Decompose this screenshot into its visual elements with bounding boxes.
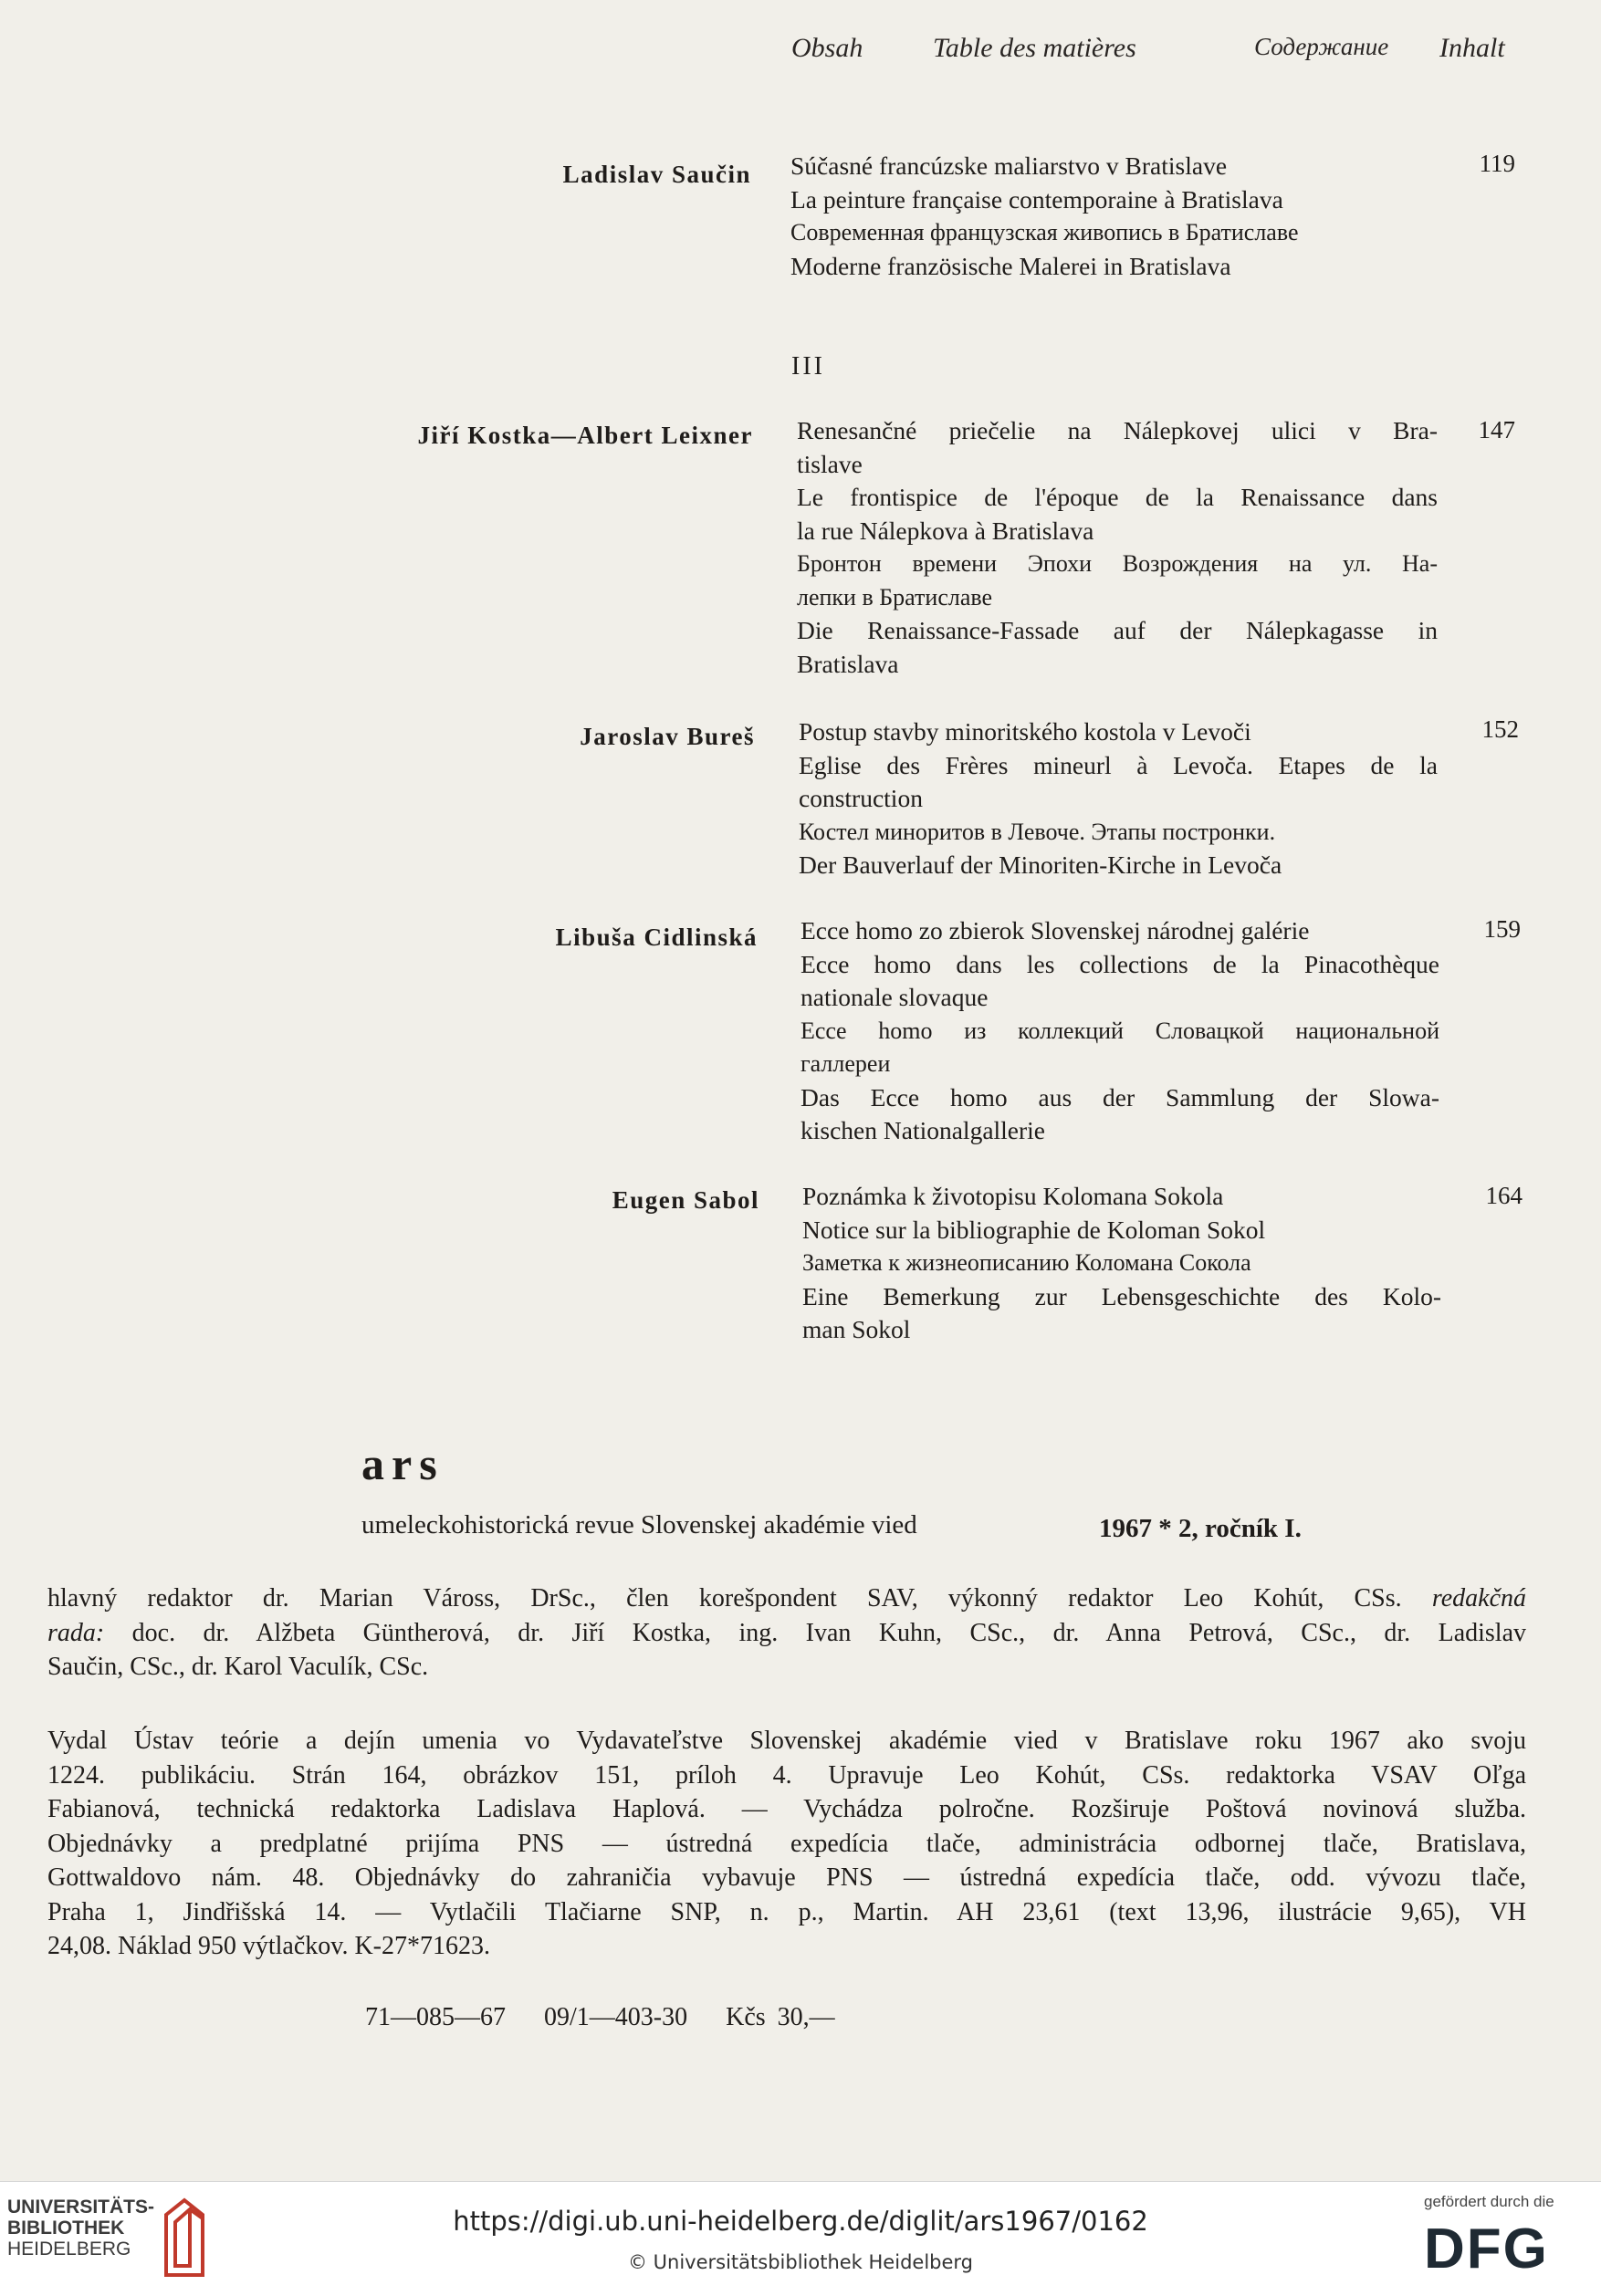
toc-page-number: 159 xyxy=(1483,915,1521,943)
catalog-code: 71—085—67 xyxy=(365,2003,506,2031)
toc-title-line: галлереи xyxy=(800,1050,891,1077)
toc-title-line: Bratislava xyxy=(797,649,899,678)
library-logo-icon xyxy=(0,2182,237,2296)
toc-author: Libuša Cidlinská xyxy=(555,924,758,951)
publisher-line: Vydal Ústav teórie a dejín umenia vo Vydavateľstve Slovenskej akadémie vied v Bratislave roku 1967 ako svoju xyxy=(47,1727,1526,1755)
toc-page-number: 147 xyxy=(1478,416,1515,444)
publisher-info xyxy=(47,1724,1526,1964)
toc-page-number: 119 xyxy=(1479,150,1515,177)
toc-title-line: Ecce homo dans les collections de la Pinacothèque xyxy=(800,949,1439,978)
toc-title-line: Eglise des Frères mineurl à Levoča. Etapes de la xyxy=(799,750,1438,779)
copyright-notice: © Universitätsbibliothek Heidelberg xyxy=(627,2251,973,2273)
header-fr: Table des matières xyxy=(933,33,1136,63)
toc-title-line: nationale slovaque xyxy=(800,983,989,1011)
publisher-line: Gottwaldovo nám. 48. Objednávky do zahraničia vybavuje PNS — ústredná expedícia tlače, odd. vývozu tlače, xyxy=(47,1863,1526,1892)
toc-entry-titles xyxy=(802,1180,1441,1347)
publisher-line: Praha 1, Jindřišská 14. — Vytlačili Tlačiarne SNP, n. p., Martin. AH 23,61 (text 13,96, ilustrácie 9,65), VH xyxy=(47,1897,1526,1926)
editors-text: doc. dr. Alžbeta Güntherová, dr. Jiří Kostka, ing. Ivan Kuhn, CSc., dr. Anna Petrová, CSc., dr. Ladislav xyxy=(131,1618,1527,1647)
toc-title-line: Moderne französische Malerei in Bratislava xyxy=(790,251,1231,280)
toc-title-line: la rue Nálepkova à Bratislava xyxy=(797,516,1094,545)
dfg-logo-icon[interactable] xyxy=(1424,2218,1579,2275)
toc-author: Ladislav Saučin xyxy=(562,161,751,188)
toc-entry-titles xyxy=(800,914,1439,1148)
toc-title-line: Postup stavby minoritského kostola v Levoči xyxy=(799,717,1251,746)
toc-title-line: Das Ecce homo aus der Sammlung der Slowa- xyxy=(800,1082,1439,1111)
toc-title-line: Ecce homo zo zbierok Slovenskej národnej galérie xyxy=(800,916,1310,944)
toc-title-line: Заметка к жизнеописанию Коломана Сокола xyxy=(802,1249,1251,1276)
publisher-line: Objednávky a predplatné prijíma PNS — ústredná expedícia tlače, administrácia odbornej tlače, Bratislava, xyxy=(47,1829,1526,1858)
publisher-line: 1224. publikáciu. Strán 164, obrázkov 151, príloh 4. Upravuje Leo Kohút, CSs. redaktorka VSAV Oľga xyxy=(47,1760,1526,1790)
toc-title-line: La peinture française contemporaine à Bratislava xyxy=(790,184,1283,214)
toc-title-line: Súčasné francúzske maliarstvo v Bratislave xyxy=(790,151,1228,180)
journal-title: ars xyxy=(361,1438,445,1489)
catalog-code: 09/1—403-30 xyxy=(544,2003,688,2031)
toc-title-line: Renesančné priečelie na Nálepkovej ulici v Bra- xyxy=(797,416,1438,444)
toc-title-line: Poznámka k životopisu Kolomana Sokola xyxy=(802,1182,1224,1210)
editors-line xyxy=(47,1616,1526,1651)
editors-italic-text: rada: xyxy=(47,1618,105,1647)
toc-author: Eugen Sabol xyxy=(612,1186,759,1214)
toc-title-line: Костел миноритов в Левоче. Этапы постронки. xyxy=(799,818,1276,845)
section-numeral: III xyxy=(791,352,825,381)
toc-author: Jaroslav Bureš xyxy=(580,723,755,750)
toc-title-line: tislave xyxy=(797,449,863,478)
publisher-line: 24,08. Náklad 950 výtlačkov. K-27*71623. xyxy=(47,1932,490,1960)
toc-title-line: Notice sur la bibliographie de Koloman Sokol xyxy=(802,1215,1266,1244)
toc-title-line: Современная французская живопись в Братиславе xyxy=(790,219,1299,245)
toc-entry-titles xyxy=(790,150,1439,283)
header-de: Inhalt xyxy=(1439,33,1505,63)
editors-line: Saučin, CSc., dr. Karol Vaculík, CSc. xyxy=(47,1653,429,1681)
editorial-board xyxy=(47,1581,1526,1685)
permalink-url[interactable]: https://digi.ub.uni-heidelberg.de/diglit/ars1967/0162 xyxy=(453,2206,1148,2237)
toc-title-line: construction xyxy=(799,784,923,812)
journal-year-volume: 1967 * 2, ročník I. xyxy=(1099,1514,1302,1543)
editors-line xyxy=(47,1581,1526,1616)
toc-title-line: Le frontispice de l'époque de la Renaissance dans xyxy=(797,483,1438,511)
toc-entry-titles xyxy=(799,715,1438,882)
toc-author: Jiří Kostka—Albert Leixner xyxy=(417,422,753,449)
dfg-logo-text: DFG xyxy=(1424,2218,1549,2275)
journal-subtitle: umeleckohistorická revue Slovenskej akadémie vied xyxy=(361,1510,917,1539)
toc-entry-titles xyxy=(797,414,1438,681)
toc-page-number: 152 xyxy=(1481,715,1519,743)
toc-page-number: 164 xyxy=(1485,1182,1523,1209)
toc-title-line: Eine Bemerkung zur Lebensgeschichte des Kolo- xyxy=(802,1281,1441,1310)
funded-by-label: gefördert durch die xyxy=(1424,2193,1554,2210)
library-name-line: BIBLIOTHEK xyxy=(7,2218,125,2239)
toc-title-line: Der Bauverlauf der Minoriten-Kirche in Levoča xyxy=(799,851,1282,879)
toc-title-line: Ecce homo из коллекций Словацкой национальной xyxy=(800,1017,1439,1044)
toc-title-line: Die Renaissance-Fassade auf der Nálepkagasse in xyxy=(797,616,1438,644)
library-name-line: HEIDELBERG xyxy=(7,2239,131,2259)
viewer-footer-bar xyxy=(0,2181,1601,2296)
header-ru: Содержание xyxy=(1254,33,1389,60)
catalog-codes xyxy=(365,2003,874,2032)
toc-title-line: kischen Nationalgallerie xyxy=(800,1116,1046,1144)
toc-title-line: лепки в Братиславе xyxy=(797,583,993,611)
publisher-line: Fabianová, technická redaktorka Ladislava Haplová. — Vychádza polročne. Rozširuje Poštová novinová služba. xyxy=(47,1795,1526,1823)
header-cs: Obsah xyxy=(791,33,863,63)
toc-title-line: Бронтон времени Эпохи Возрождения на ул. На- xyxy=(797,550,1438,577)
editors-text: hlavný redaktor dr. Marian Váross, DrSc., člen korešpondent SAV, výkonný redaktor Leo Kohút, CSs. xyxy=(47,1584,1402,1612)
price: Kčs 30,— xyxy=(726,2003,835,2031)
library-name-line: UNIVERSITÄTS- xyxy=(7,2197,155,2218)
toc-title-line: man Sokol xyxy=(802,1315,911,1343)
editors-italic-text: redakčná xyxy=(1431,1584,1526,1612)
